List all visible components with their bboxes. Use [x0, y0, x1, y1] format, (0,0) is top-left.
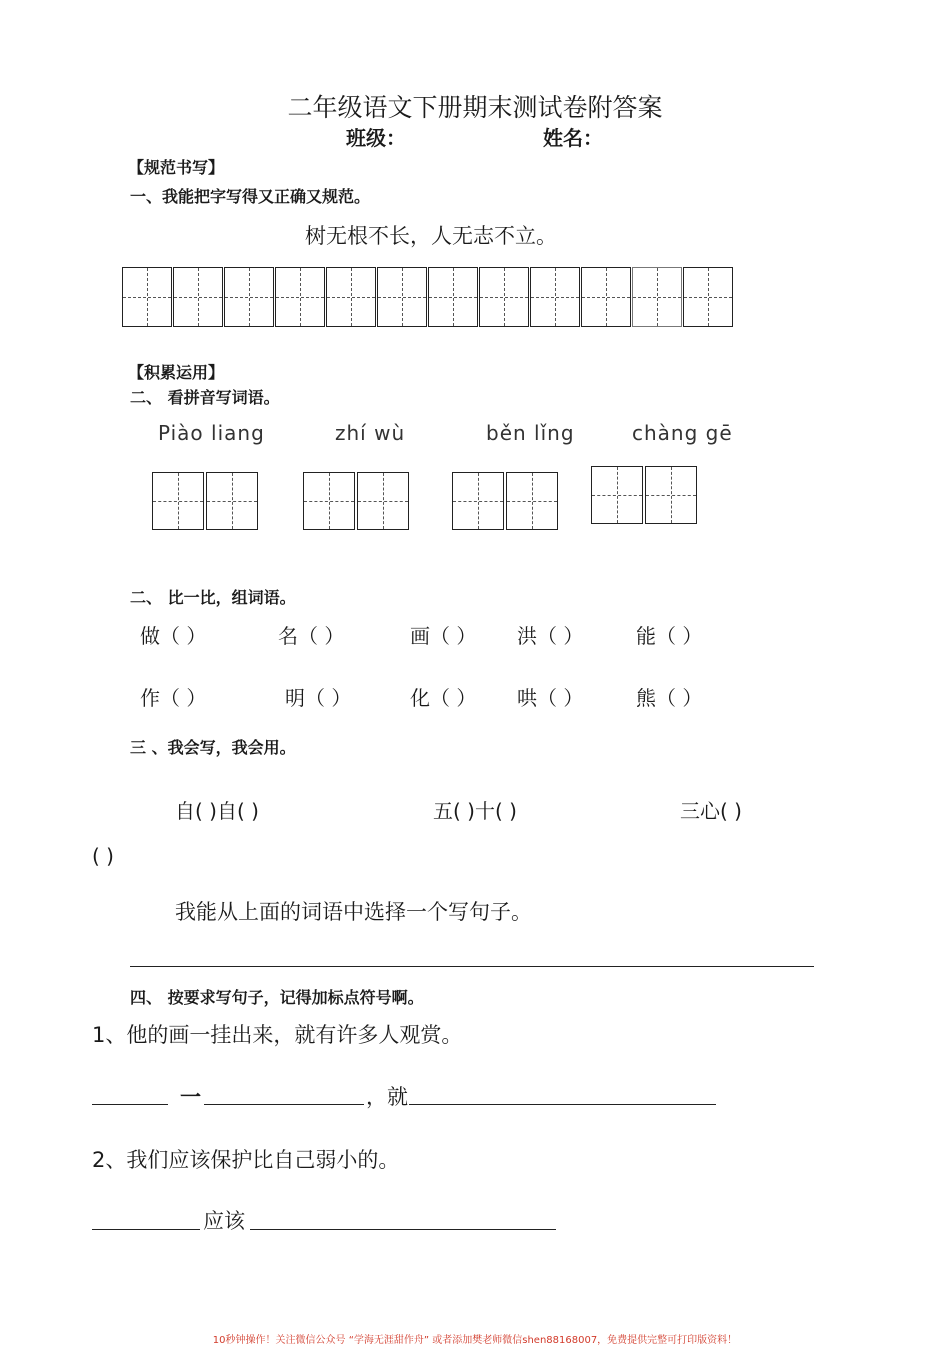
question-1: 1、他的画一挂出来，就有许多人观赏。	[92, 1023, 463, 1047]
idiom-blank: 三心( )	[680, 799, 742, 823]
answer-boxes-2	[303, 472, 411, 530]
category-writing: 【规范书写】	[128, 158, 225, 177]
compare-item: 画（ ）	[410, 624, 477, 648]
q2-yinggai: 应该	[203, 1209, 245, 1233]
writing-cell[interactable]	[632, 267, 682, 327]
answer-line[interactable]	[130, 966, 814, 967]
compare-item: 作（ ）	[140, 686, 207, 710]
writing-cell[interactable]	[479, 267, 529, 327]
compare-item: 名（ ）	[278, 624, 345, 648]
writing-cell[interactable]	[275, 267, 325, 327]
answer-cell[interactable]	[506, 472, 558, 530]
writing-cell[interactable]	[173, 267, 223, 327]
compare-item: 明（ ）	[285, 686, 352, 710]
writing-grid	[122, 267, 734, 327]
question-2: 2、我们应该保护比自己弱小的。	[92, 1148, 400, 1172]
compare-item: 能（ ）	[636, 624, 703, 648]
answer-line[interactable]	[250, 1229, 556, 1230]
idiom-blank: 五( )十( )	[433, 799, 517, 823]
writing-cell[interactable]	[683, 267, 733, 327]
compare-item: 洪（ ）	[517, 624, 584, 648]
answer-boxes-1	[152, 472, 260, 530]
q1-jiu: ，就	[366, 1085, 408, 1109]
writing-cell[interactable]	[224, 267, 274, 327]
pinyin-2: zhí wù	[335, 421, 406, 445]
compare-item: 化（ ）	[410, 686, 477, 710]
answer-cell[interactable]	[357, 472, 409, 530]
section3-heading: 二、 比一比，组词语。	[130, 588, 296, 607]
answer-boxes-4	[591, 466, 699, 524]
pinyin-3: běn lǐng	[486, 421, 575, 445]
category-application: 【积累运用】	[128, 363, 225, 382]
page-title: 二年级语文下册期末测试卷附答案	[287, 93, 663, 122]
writing-cell[interactable]	[530, 267, 580, 327]
answer-boxes-3	[452, 472, 560, 530]
writing-cell[interactable]	[122, 267, 172, 327]
answer-cell[interactable]	[206, 472, 258, 530]
name-label: 姓名：	[543, 126, 603, 150]
compare-item: 做（ ）	[140, 624, 207, 648]
answer-cell[interactable]	[152, 472, 204, 530]
section4-heading: 三 、我会写，我会用。	[130, 738, 296, 757]
footer-notice: 10秒钟操作！关注微信公众号 “学海无涯甜作舟” 或者添加樊老师微信shen88168007，免费提供完整可打印版资料！	[212, 1335, 738, 1346]
writing-cell[interactable]	[581, 267, 631, 327]
writing-cell[interactable]	[377, 267, 427, 327]
section2-heading: 二、 看拼音写词语。	[130, 388, 280, 407]
q1-yi: 一	[180, 1085, 201, 1109]
answer-line[interactable]	[92, 1229, 200, 1230]
sentence-instruction: 我能从上面的词语中选择一个写句子。	[175, 900, 532, 924]
compare-item: 熊（ ）	[636, 686, 703, 710]
copy-sentence: 树无根不长，人无志不立。	[305, 224, 557, 248]
answer-line[interactable]	[92, 1104, 168, 1105]
answer-cell[interactable]	[591, 466, 643, 524]
answer-line[interactable]	[409, 1104, 716, 1105]
idiom-blank-wrap: ( )	[92, 844, 114, 868]
answer-cell[interactable]	[303, 472, 355, 530]
answer-cell[interactable]	[645, 466, 697, 524]
answer-line[interactable]	[204, 1104, 364, 1105]
section5-heading: 四、 按要求写句子，记得加标点符号啊。	[130, 988, 424, 1007]
pinyin-4: chàng gē	[632, 421, 733, 445]
writing-cell[interactable]	[428, 267, 478, 327]
idiom-blank: 自( )自( )	[175, 799, 259, 823]
pinyin-1: Piào liang	[158, 421, 265, 445]
section1-heading: 一、我能把字写得又正确又规范。	[130, 187, 371, 206]
class-label: 班级：	[346, 126, 406, 150]
writing-cell[interactable]	[326, 267, 376, 327]
answer-cell[interactable]	[452, 472, 504, 530]
compare-item: 哄（ ）	[517, 686, 584, 710]
